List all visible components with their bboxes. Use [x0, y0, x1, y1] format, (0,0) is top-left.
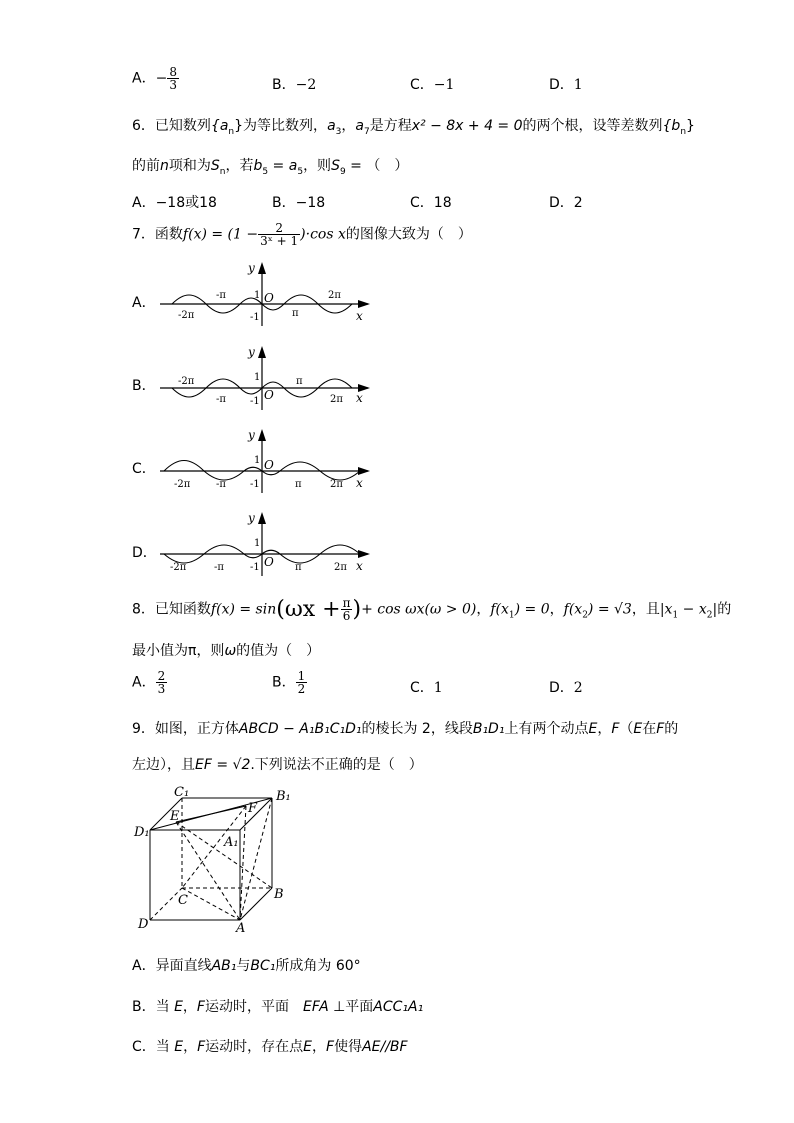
- tick-label: -2π: [178, 376, 195, 387]
- q8-line1: 8．已知函数f(x) = sin(ωx + $\frac{\pi}{6}$ )+ cos ωx(ω > 0)，$f(x_1) = 0$，$f(x_2) = √3$，且$|x_1 - x_2|$的: [132, 596, 732, 623]
- q9-cube-figure: [130, 786, 300, 936]
- tick-label: 2π: [330, 479, 343, 490]
- x-axis-arrow-icon: [358, 300, 370, 308]
- q9-line2: 左边），且EF = √2.下列说法不正确的是（ ）: [132, 757, 423, 773]
- label-one: 1: [254, 455, 261, 466]
- label-a1: A₁: [224, 835, 239, 850]
- tick-label: -2π: [174, 479, 191, 490]
- x-label: x: [356, 391, 363, 405]
- label-d: D: [138, 917, 149, 932]
- label-d1: D₁: [134, 825, 150, 840]
- q5-option-d: D．1: [549, 77, 583, 93]
- label-one: 1: [254, 290, 261, 301]
- tick-label: π: [292, 308, 299, 319]
- origin-label: O: [264, 458, 274, 472]
- q6-option-a: A．−18或18: [132, 195, 217, 211]
- y-label: y: [248, 261, 255, 275]
- fraction: $\frac{\pi}{6}$: [342, 596, 351, 623]
- q7-graph-b-letter: B．: [132, 378, 156, 394]
- q7-graph-c: [150, 425, 380, 495]
- q5-option-b: B．−2: [272, 77, 317, 93]
- y-axis-arrow-icon: [258, 346, 266, 358]
- tick-label: -π: [214, 562, 224, 573]
- y-label: y: [248, 428, 255, 442]
- tick-label: -π: [216, 394, 226, 405]
- label-a: A: [236, 921, 246, 936]
- q9-option-b: B．当 E，F运动时，平面 EFA ⊥平面ACC₁A₁: [132, 999, 424, 1015]
- label-neg-one: -1: [250, 396, 260, 407]
- origin-label: O: [264, 555, 274, 569]
- label-neg-one: -1: [250, 562, 260, 573]
- hidden-edge: [182, 888, 240, 920]
- option-letter: A．: [132, 70, 156, 87]
- y-axis-arrow-icon: [258, 512, 266, 524]
- label-one: 1: [254, 538, 261, 549]
- q7-graph-c-letter: C．: [132, 461, 156, 477]
- fraction: $\frac{2}{\text{3ˣ + 1}}$: [260, 221, 299, 248]
- fraction: $\frac{8}{3}$: [169, 65, 177, 92]
- q5-option-a: [132, 66, 179, 91]
- label-c: C: [178, 893, 188, 908]
- x-label: x: [356, 476, 363, 490]
- hidden-line: [176, 822, 272, 888]
- q9-option-a: A．异面直线AB₁与BC₁所成角为 60°: [132, 958, 361, 974]
- q8-option-d: D．2: [549, 680, 583, 696]
- tick-label: 2π: [328, 290, 341, 301]
- label-f: F: [248, 801, 258, 816]
- tick-label: -2π: [170, 562, 187, 573]
- tick-label: -π: [216, 290, 226, 301]
- q6-line2: 的前n项和为$S_n$，若$b_5 = a_5$，则$S_9$ = （ ）: [132, 158, 409, 177]
- q6-option-c: C．18: [410, 195, 452, 211]
- tick-label: π: [296, 376, 303, 387]
- tick-label: π: [295, 479, 302, 490]
- q6-option-b: B．−18: [272, 195, 326, 211]
- tick-label: 2π: [330, 394, 343, 405]
- q9-line1: 9．如图，正方体ABCD − A₁B₁C₁D₁的棱长为 2，线段B₁D₁上有两个动点E，F（E在F的: [132, 721, 679, 737]
- tick-label: -π: [216, 479, 226, 490]
- q7-graph-a: [150, 258, 380, 328]
- tick-label: π: [295, 562, 302, 573]
- y-label: y: [248, 511, 255, 525]
- fraction: $\frac{1}{2}$: [297, 669, 306, 696]
- edge: [240, 888, 272, 920]
- label-neg-one: -1: [250, 312, 260, 323]
- q6-option-d: D．2: [549, 195, 583, 211]
- label-e: E: [170, 809, 180, 824]
- origin-label: O: [264, 388, 274, 402]
- label-one: 1: [254, 372, 261, 383]
- q7-graph-d: [150, 508, 380, 578]
- q8-option-a: A． $\frac{2}{3}$: [132, 669, 166, 696]
- q8-option-c: C．1: [410, 680, 443, 696]
- y-axis-arrow-icon: [258, 429, 266, 441]
- q8-line2: 最小值为π，则ω的值为（ ）: [132, 643, 321, 659]
- x-label: x: [356, 309, 363, 323]
- x-label: x: [356, 559, 363, 573]
- fraction: $\frac{2}{3}$: [157, 669, 166, 696]
- y-axis-arrow-icon: [258, 262, 266, 274]
- q7-graph-b: [150, 342, 380, 412]
- label-b: B: [274, 887, 284, 902]
- label-neg-one: -1: [250, 479, 260, 490]
- tick-label: -2π: [178, 310, 195, 321]
- label-b1: B₁: [276, 789, 291, 804]
- origin-label: O: [264, 291, 274, 305]
- hidden-line: [240, 806, 246, 920]
- y-label: y: [248, 345, 255, 359]
- q5-option-c: C．−1: [410, 77, 455, 93]
- hidden-line: [240, 798, 272, 920]
- q7-graph-d-letter: D．: [132, 545, 157, 561]
- q9-option-c: C．当 E，F运动时，存在点E，F使得AE//BF: [132, 1039, 408, 1055]
- label-c1: C₁: [174, 786, 190, 800]
- minus-sign: −: [155, 70, 168, 87]
- q7-stem: 7．函数f(x) = (1 − $\frac{2}{\text{3ˣ + 1}}$ )·cos x的图像大致为（ ）: [132, 221, 472, 248]
- q6-line1: 6．已知数列$\{a_n\}$为等比数列，$a_3$，$a_7$是方程x² − 8x + 4 = 0的两个根，设等差数列$\{b_n\}$: [132, 118, 695, 137]
- tick-label: 2π: [334, 562, 347, 573]
- q7-graph-a-letter: A．: [132, 295, 156, 311]
- q8-option-b: B． $\frac{1}{2}$: [272, 669, 306, 696]
